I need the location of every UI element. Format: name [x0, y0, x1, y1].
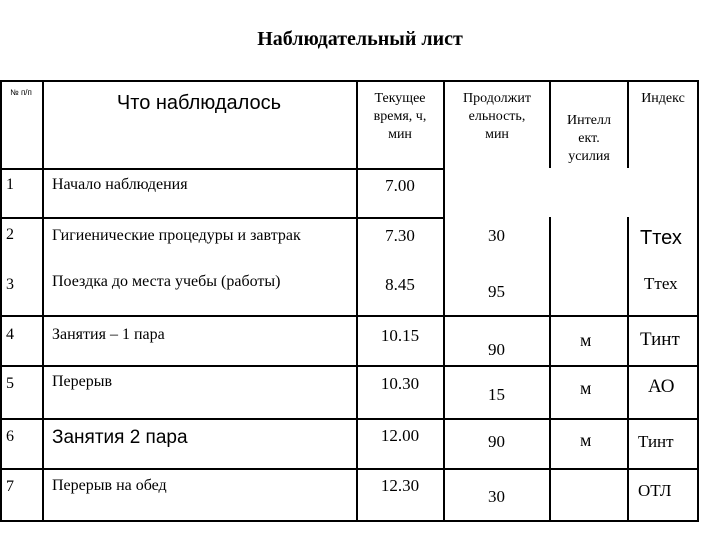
page-title: Наблюдательный лист — [257, 28, 463, 50]
header-duration-line: ельность, — [468, 109, 526, 124]
row-what: Начало наблюдения — [52, 176, 188, 193]
header-what: Что наблюдалось — [116, 92, 282, 114]
row-time: 7.30 — [385, 226, 415, 245]
row-effort: м — [580, 430, 592, 450]
table-rule — [443, 80, 445, 522]
row-time: 7.00 — [385, 176, 415, 195]
table-rule — [0, 80, 2, 522]
row-time: 10.30 — [380, 374, 420, 393]
table-rule — [0, 418, 699, 420]
row-index: Тинт — [640, 329, 680, 350]
header-duration-line: мин — [485, 127, 509, 142]
row-time: 8.45 — [385, 275, 415, 294]
row-index: АО — [648, 376, 675, 397]
row-what: Перерыв на обед — [52, 477, 167, 494]
table-rule — [0, 520, 699, 522]
table-rule — [42, 80, 44, 522]
row-duration: 90 — [488, 340, 505, 359]
table-rule — [0, 80, 699, 82]
header-time-line: Текущее — [374, 91, 426, 106]
row-duration: 15 — [488, 385, 505, 404]
header-effort — [551, 112, 627, 166]
row-what: Занятия – 1 пара — [52, 326, 165, 343]
row-what: Поездка до места учебы (работы) — [52, 273, 281, 290]
table-rule — [0, 365, 699, 367]
row-number: 2 — [6, 226, 14, 243]
table-rule — [0, 315, 699, 317]
table-rule — [356, 80, 358, 522]
header-num: № п/п — [10, 88, 32, 97]
table-rule — [627, 217, 629, 522]
row-number: 7 — [6, 478, 14, 495]
row-effort: м — [580, 330, 592, 350]
row-number: 3 — [6, 276, 14, 293]
table-rule — [0, 168, 445, 170]
header-time-line: время, ч, — [373, 109, 427, 124]
row-number: 1 — [6, 176, 14, 193]
row-number: 4 — [6, 326, 14, 343]
table-rule — [697, 80, 699, 522]
header-effort-line: Интелл — [567, 113, 611, 128]
table-rule — [549, 217, 551, 522]
row-what: Гигиенические процедуры и завтрак — [52, 227, 301, 244]
header-duration-line: Продолжит — [463, 91, 531, 106]
row-duration: 95 — [488, 282, 505, 301]
header-time — [358, 90, 442, 144]
row-duration: 30 — [488, 226, 505, 245]
header-effort-line: усилия — [568, 149, 610, 164]
header-effort-line: ект. — [578, 131, 600, 146]
row-number: 5 — [6, 375, 14, 392]
row-duration: 90 — [488, 432, 505, 451]
header-duration — [445, 90, 549, 144]
row-what: Перерыв — [52, 373, 113, 390]
row-index: Ттех — [644, 274, 678, 293]
row-what: Занятия 2 пара — [52, 427, 188, 448]
row-index: Тинт — [638, 432, 674, 451]
table-rule — [0, 468, 699, 470]
table-rule — [0, 217, 445, 219]
row-index: Ттех — [640, 227, 682, 249]
row-index: ОТЛ — [638, 481, 672, 500]
row-number: 6 — [6, 428, 14, 445]
header-index: Индекс — [641, 91, 685, 106]
row-time: 12.30 — [380, 476, 420, 495]
row-duration: 30 — [488, 487, 505, 506]
row-effort: м — [580, 378, 592, 398]
row-time: 12.00 — [380, 426, 420, 445]
row-time: 10.15 — [380, 326, 420, 345]
header-time-line: мин — [388, 127, 412, 142]
